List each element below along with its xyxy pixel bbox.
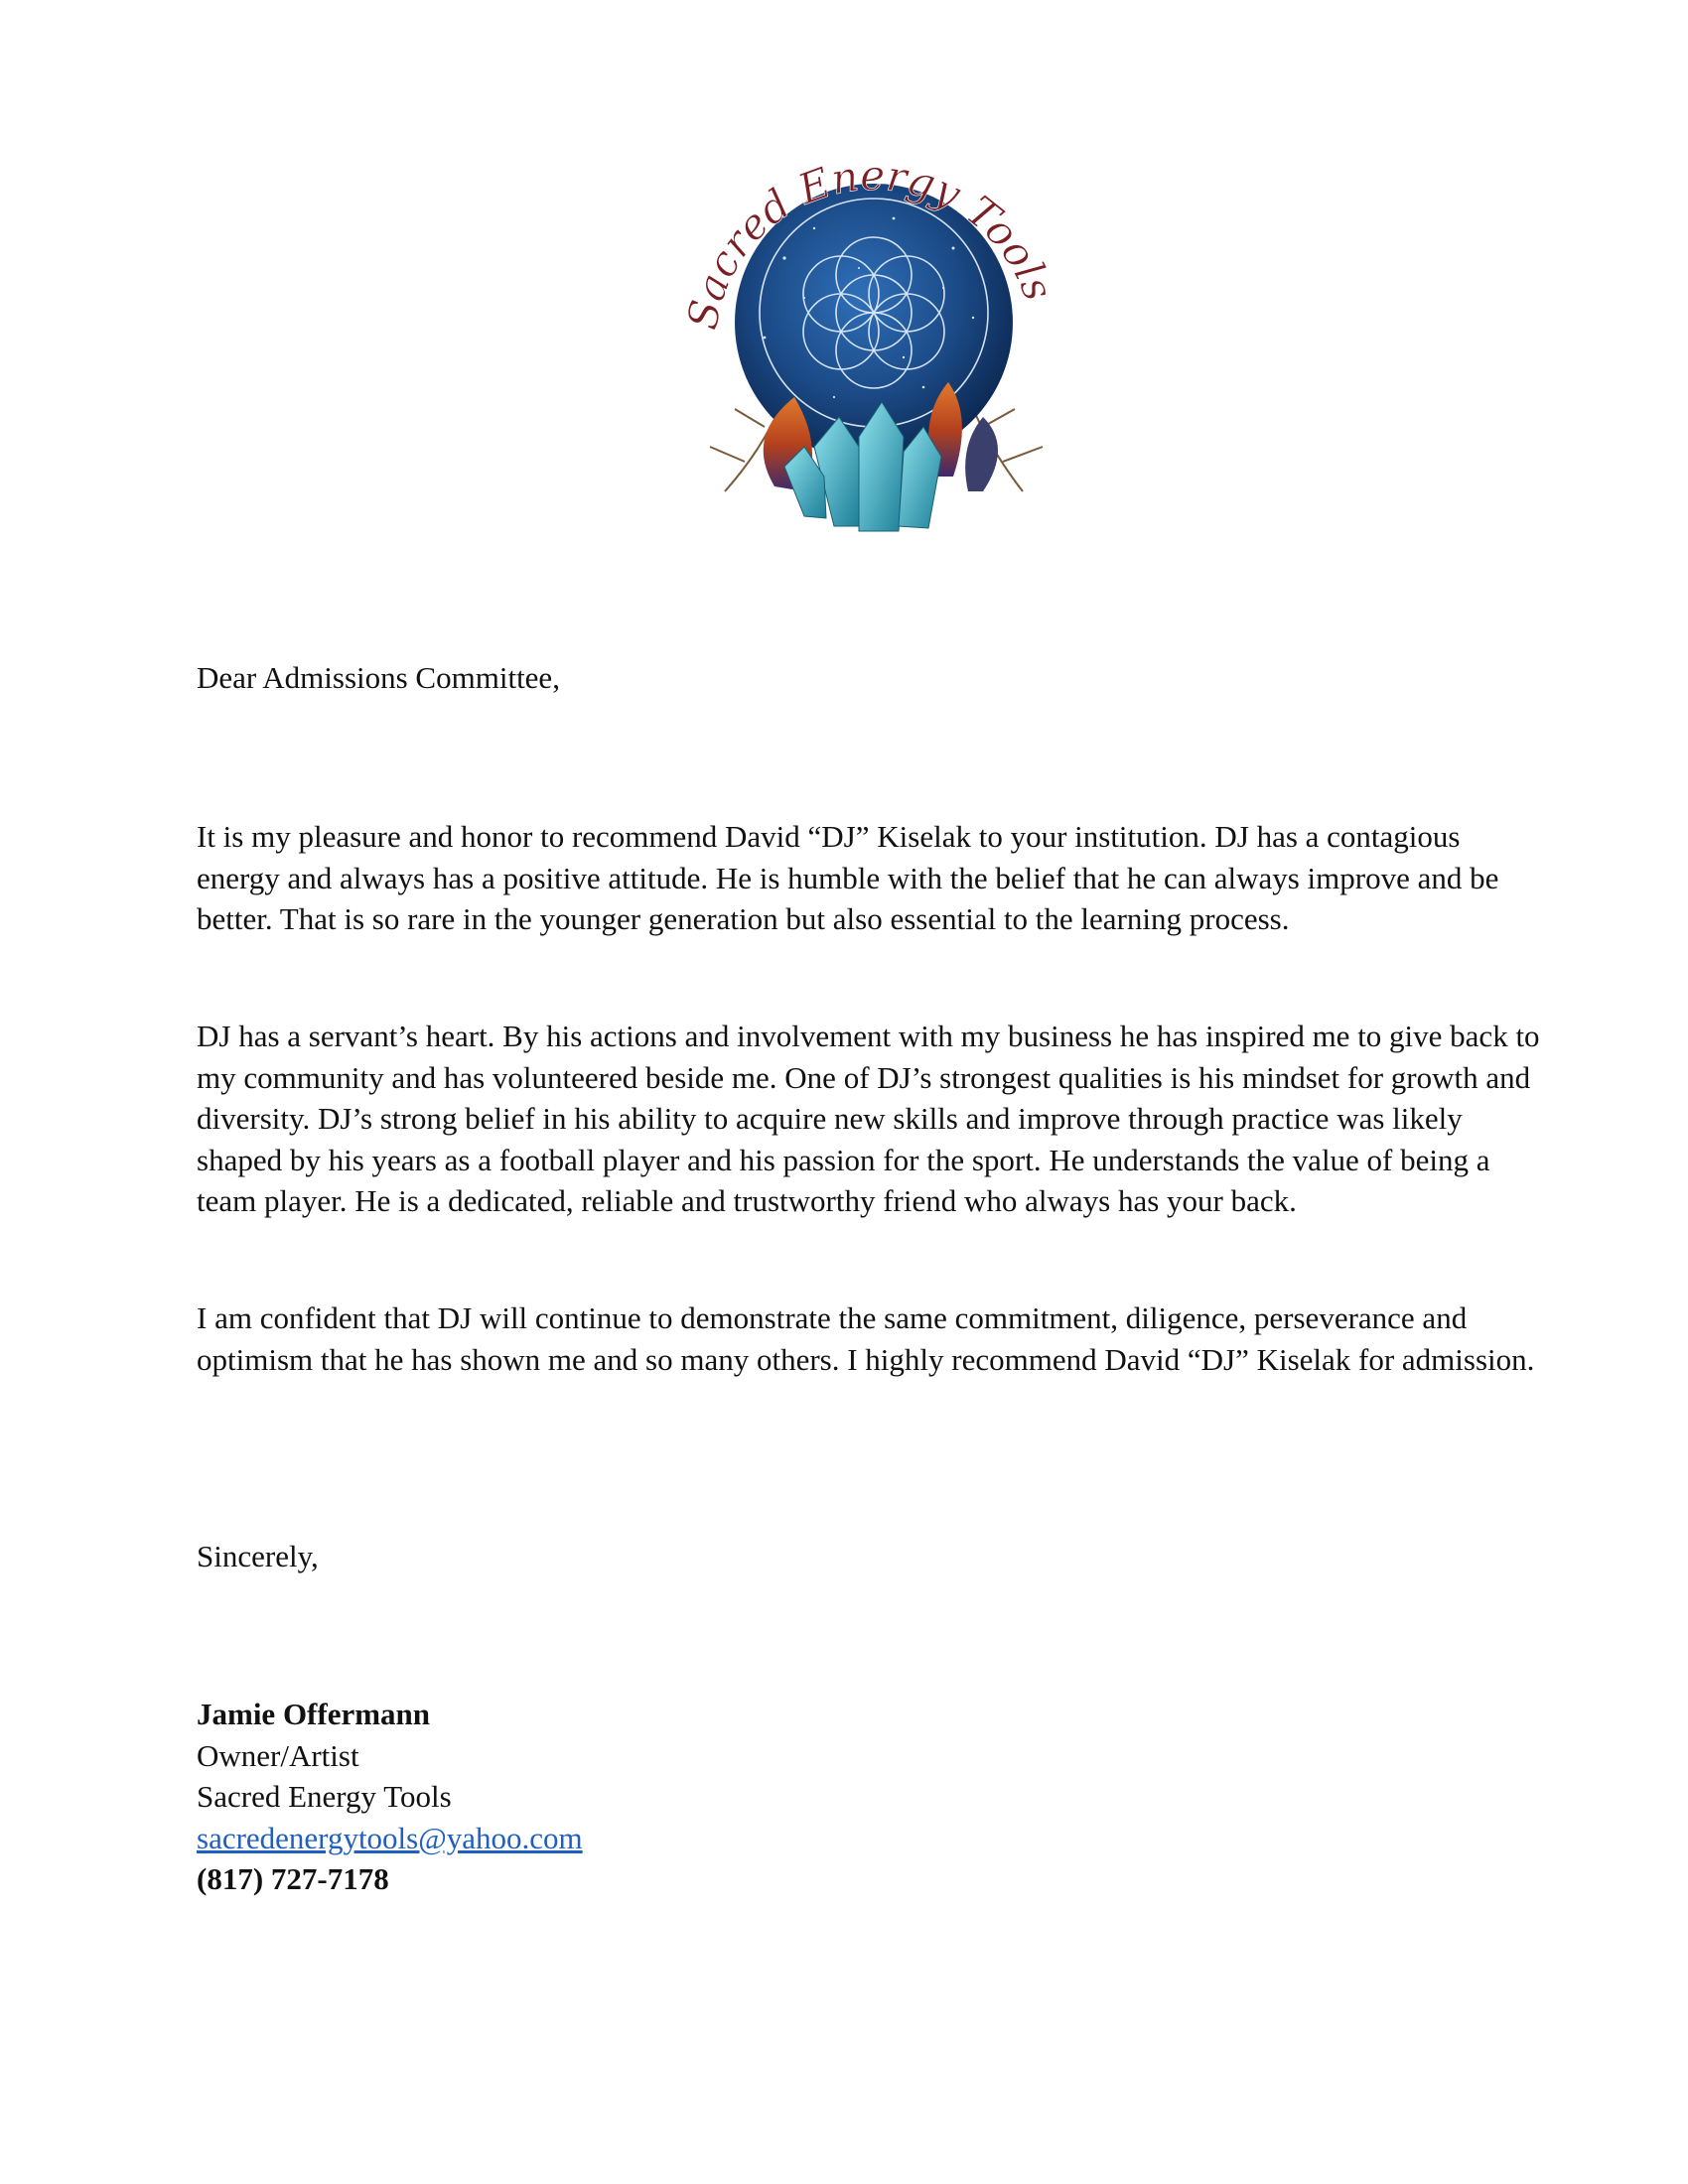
body-paragraph-3: I am confident that DJ will continue to demonstrate the same commitment, diligence, perseverance and optimism that he has shown me and so many others. I highly recommend David “DJ” Kiselak for admission. <box>197 1300 1535 1377</box>
signer-email-link[interactable]: sacredenergytools@yahoo.com <box>197 1820 583 1855</box>
signer-title: Owner/Artist <box>197 1737 359 1773</box>
signer-name: Jamie Offermann <box>197 1697 431 1731</box>
body-paragraph-2: DJ has a servant’s heart. By his actions and involvement with my business he has inspired me to give back to my community and has volunteered beside me. One of DJ’s strongest qualities is his mindset for growth and diversity. DJ’s strong belief in his ability to acquire new skills and improve through practice was likely shaped by his years as a football player and his passion for the sport. He understands the value of being a team player. He is a dedicated, reliable and trustworthy friend who always has your back. <box>197 1019 1540 1218</box>
logo-brand-text: Sacred Energy Tools <box>677 150 1063 334</box>
signer-phone: (817) 727-7178 <box>197 1861 389 1896</box>
closing: Sincerely, <box>197 1539 319 1573</box>
salutation: Dear Admissions Committee, <box>197 660 560 695</box>
signature-block <box>197 1694 1547 1900</box>
body-paragraph-1: It is my pleasure and honor to recommend David “DJ” Kiselak to your institution. DJ has a contagious energy and always has a positive attitude. He is humble with the belief that he can always improve and be better. That is so rare in the younger generation but also essential to the learning process. <box>197 819 1499 936</box>
signer-company: Sacred Energy Tools <box>197 1779 452 1814</box>
sacred-energy-tools-logo <box>655 149 1092 546</box>
